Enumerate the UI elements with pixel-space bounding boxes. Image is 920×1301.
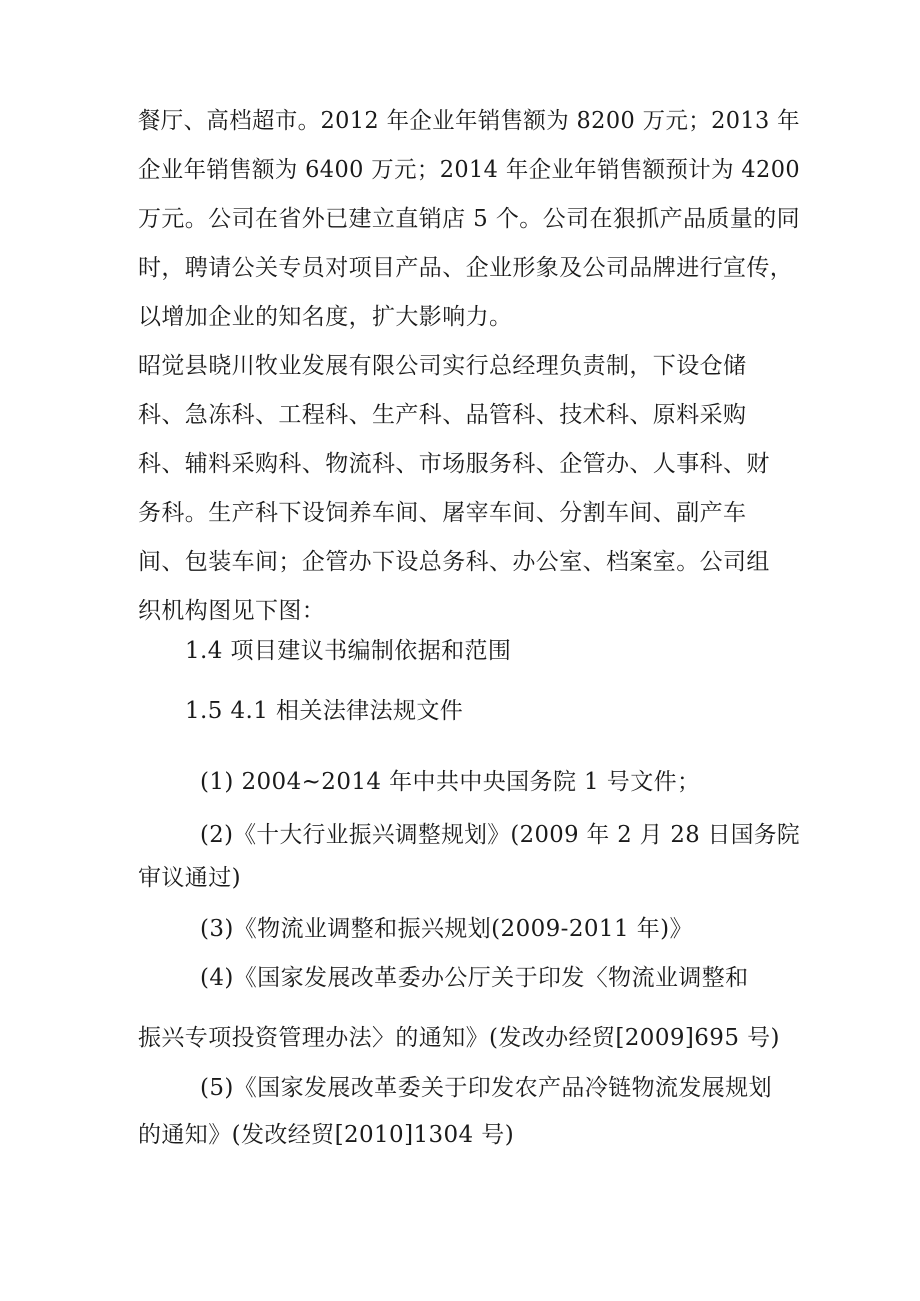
list-item: (5)《国家发展改革委关于印发农产品冷链物流发展规划 bbox=[200, 1075, 772, 1101]
list-item: (4)《国家发展改革委办公厅关于印发〈物流业调整和 bbox=[200, 965, 749, 991]
list-item-continuation: 振兴专项投资管理办法〉的通知》(发改办经贸[2009]695 号) bbox=[138, 1025, 780, 1051]
text-line: 务科。生产科下设饲养车间、屠宰车间、分割车间、副产车 bbox=[138, 500, 747, 526]
text-line: 企业年销售额为 6400 万元；2014 年企业年销售额预计为 4200 bbox=[138, 157, 800, 183]
text-line: 间、包装车间；企管办下设总务科、办公室、档案室。公司组 bbox=[138, 549, 770, 575]
text-line: 餐厅、高档超市。2012 年企业年销售额为 8200 万元；2013 年 bbox=[138, 108, 800, 134]
section-heading: 1.4 项目建议书编制依据和范围 bbox=[185, 638, 512, 664]
section-heading: 1.5 4.1 相关法律法规文件 bbox=[185, 698, 464, 724]
list-item: (3)《物流业调整和振兴规划(2009-2011 年)》 bbox=[200, 916, 693, 942]
list-item: (1) 2004~2014 年中共中央国务院 1 号文件； bbox=[200, 769, 701, 795]
text-line: 织机构图见下图： bbox=[138, 598, 326, 624]
list-item-continuation: 审议通过) bbox=[138, 865, 241, 891]
text-line: 科、急冻科、工程科、生产科、品管科、技术科、原料采购 bbox=[138, 402, 747, 428]
text-line: 科、辅料采购科、物流科、市场服务科、企管办、人事科、财 bbox=[138, 451, 770, 477]
text-line: 万元。公司在省外已建立直销店 5 个。公司在狠抓产品质量的同 bbox=[138, 206, 801, 232]
text-line: 昭觉县晓川牧业发展有限公司实行总经理负责制，下设仓储 bbox=[138, 353, 747, 379]
list-item: (2)《十大行业振兴调整规划》(2009 年 2 月 28 日国务院 bbox=[200, 822, 801, 848]
text-line: 以增加企业的知名度，扩大影响力。 bbox=[138, 304, 513, 330]
text-line: 时，聘请公关专员对项目产品、企业形象及公司品牌进行宣传， bbox=[138, 255, 794, 281]
list-item-continuation: 的通知》(发改经贸[2010]1304 号) bbox=[138, 1122, 515, 1148]
